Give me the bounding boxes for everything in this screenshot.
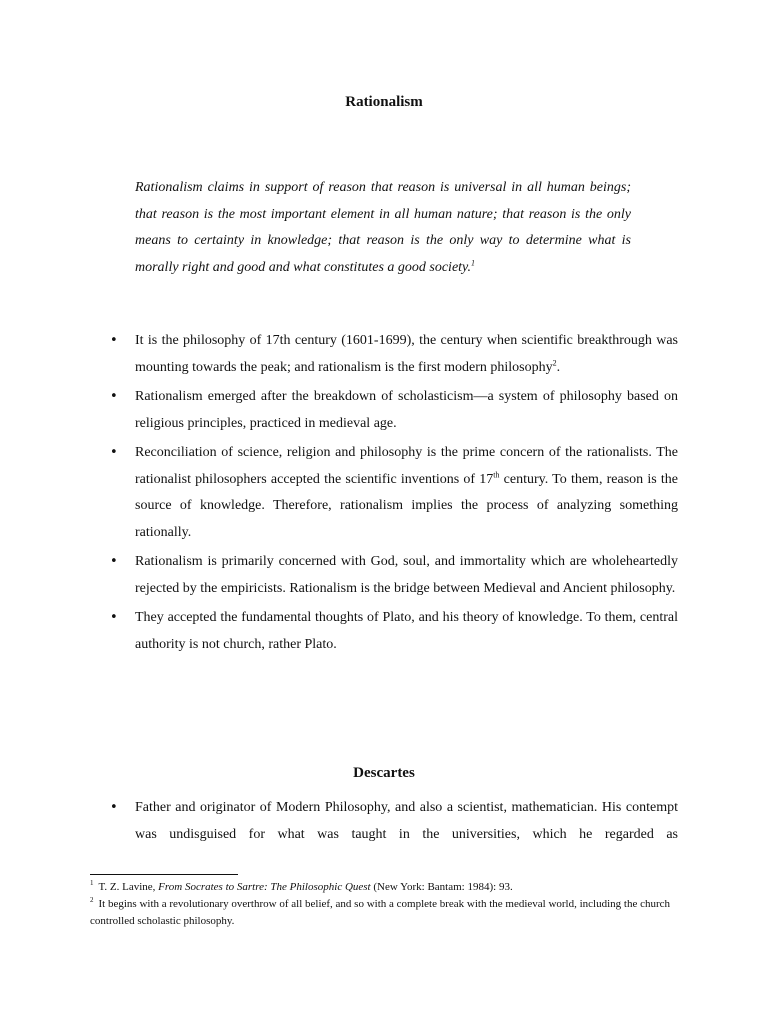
ordinal-superscript: th — [493, 469, 500, 479]
footnote-text: T. Z. Lavine, — [98, 881, 159, 893]
section-heading-descartes: Descartes — [353, 765, 415, 781]
page-title: Rationalism — [345, 94, 423, 110]
footnote-text-end: (New York: Bantam: 1984): 93. — [370, 881, 513, 893]
footnote-1 — [90, 879, 680, 896]
descartes-bullet-list — [110, 795, 678, 851]
bullet-text: Father and originator of Modern Philosophy, and also a scientist, mathematician. His contempt was undisguised for what was taught in the universities, which he regarded as — [135, 800, 678, 842]
bullet-text: Reconciliation of science, religion and philosophy is the prime concern of the rationalists. The rationalist philosophers accepted the scientific inventions of 17 — [135, 445, 678, 487]
footnote-2 — [90, 896, 680, 930]
epigraph-text: Rationalism claims in support of reason that reason is universal in all human beings; that reason is the most important element in all human nature; that reason is the only means to certainty in knowledge; that reason is the only way to determine what is morally right and good and what constitutes a good society. — [135, 180, 631, 275]
bullet-item — [110, 795, 678, 848]
bullet-text: They accepted the fundamental thoughts of Plato, and his theory of knowledge. To them, central authority is not church, rather Plato. — [135, 610, 678, 652]
bullet-text: Rationalism emerged after the breakdown of scholasticism—a system of philosophy based on religious principles, practiced in medieval age. — [135, 389, 678, 431]
footnote-number: 2 — [90, 896, 94, 905]
bullet-item — [110, 328, 678, 381]
footnote-separator — [90, 874, 238, 875]
epigraph-quote — [135, 175, 631, 281]
bullet-item — [110, 549, 678, 602]
bullet-item — [110, 384, 678, 437]
footnote-number: 1 — [90, 879, 94, 888]
footnote-book-title: From Socrates to Sartre: The Philosophic Quest — [158, 881, 371, 893]
bullet-text: Rationalism is primarily concerned with God, soul, and immortality which are wholeheartedly rejected by the empiricists. Rationalism is the bridge between Medieval and Ancient philosophy. — [135, 554, 678, 596]
bullet-text-end: . — [556, 359, 561, 375]
bullet-text: It is the philosophy of 17th century (1601-1699), the century when scientific breakthrough was mounting towards the peak; and rationalism is the first modern philosophy — [135, 333, 678, 375]
bullet-item — [110, 605, 678, 658]
footnote-ref-2: 2 — [552, 357, 557, 367]
footnote-ref-1: 1 — [471, 257, 475, 267]
footnote-text: It begins with a revolutionary overthrow of all belief, and so with a complete break with the medieval world, including the church controlled scholastic philosophy. — [90, 898, 671, 927]
bullet-text-end: century. To them, reason is the source of knowledge. Therefore, rationalism implies the process of analyzing something rationally. — [135, 471, 678, 540]
rationalism-bullet-list — [110, 328, 678, 661]
bullet-item — [110, 440, 678, 546]
footnotes — [90, 879, 680, 930]
